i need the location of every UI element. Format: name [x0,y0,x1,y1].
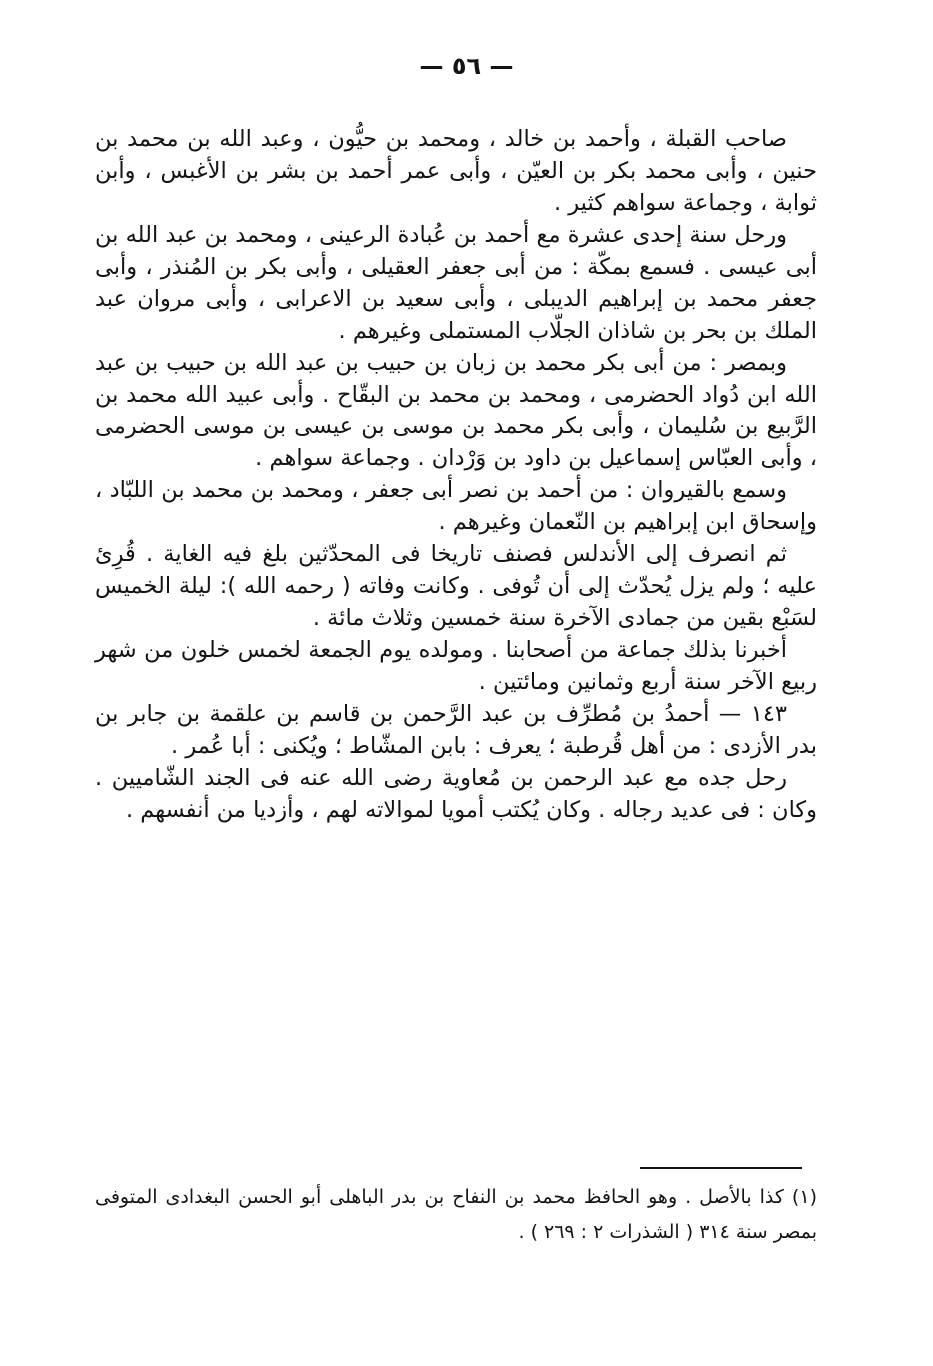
body-text [95,124,817,827]
paragraph-egypt: وبمصر : من أبى بكر محمد بن زبان بن حبيب بن عبد الله بن حبيب بن عبد الله ابن دُواد الحضرمى ، ومحمد بن محمد بن البقّاح . وأبى عبيد الله محمد بن الرَّبيع بن سُليمان ، وأبى بكر محمد بن موسى بن عيسى بن موسى الحضرمى ، وأبى العبّاس إسماعيل بن داود بن وَرْدان . وجماعة سواهم . [95,349,817,472]
paragraph-qayrawan: وسمع بالقيروان : من أحمد بن نصر أبى جعفر ، ومحمد بن محمد بن اللبّاد ، وإسحاق ابن إبراهيم بن النّعمان وغيرهم . [95,477,817,536]
footnote-text: (١) كذا بالأصل . وهو الحافظ محمد بن النفاح بن بدر الباهلى أبو الحسن البغدادى المتوفى بمصر سنة ٣١٤ ( الشذرات ٢ : ٢٦٩ ) . [95,1186,817,1244]
footnote [95,1180,817,1250]
footnote-divider [640,1167,802,1169]
paragraph-birth: أخبرنا بذلك جماعة من أصحابنا . ومولده يوم الجمعة لخمس خلون من شهر ربيع الآخر سنة أربع وثمانين ومائتين . [95,637,817,695]
entry-143-heading: ١٤٣ — أحمدُ بن مُطرِّف بن عبد الرَّحمن بن قاسم بن علقمة بن جابر بن بدر الأزدى : من أهل قُرطبة ؛ يعرف : بابن المشّاط ؛ ويُكنى : أبا عُمر . [95,700,817,759]
paragraph-travel-mecca: ورحل سنة إحدى عشرة مع أحمد بن عُبادة الرعينى ، ومحمد بن عبد الله بن أبى عيسى . فسمع بمكّة : من أبى جعفر العقيلى ، وأبى بكر بن المُنذر ، وأبى جعفر محمد بن إبراهيم الديبلى ، وأبى سعيد بن الاعرابى ، وأبى مروان عبد الملك بن بحر بن شاذان الجلّاب المستملى وغيرهم . [95,221,817,344]
page-number: — ٥٦ — [419,52,514,80]
paragraph-lineage: رحل جده مع عبد الرحمن بن مُعاوية رضى الله عنه فى الجند الشّاميين . وكان : فى عديد رجاله . وكان يُكتب أمويا لموالاته لهم ، وأزديا من أنفسهم . [95,764,817,823]
paragraph-return-andalus: ثم انصرف إلى الأندلس فصنف تاريخا فى المحدّثين بلغ فيه الغاية . قُرِئ عليه ؛ ولم يزل يُحدّث إلى أن تُوفى . وكانت وفاته ( رحمه الله ): ليلة الخميس لسَبْع بقين من جمادى الآخرة سنة خمسين وثلاث مائة . [95,541,817,632]
paragraph-teachers: صاحب القبلة ، وأحمد بن خالد ، ومحمد بن حيُّون ، وعبد الله بن محمد بن حنين ، وأبى محمد بكر بن العيّن ، وأبى عمر أحمد بن بشر بن الأغبس ، وأبن ثوابة ، وجماعة سواهم كثير . [95,126,817,216]
